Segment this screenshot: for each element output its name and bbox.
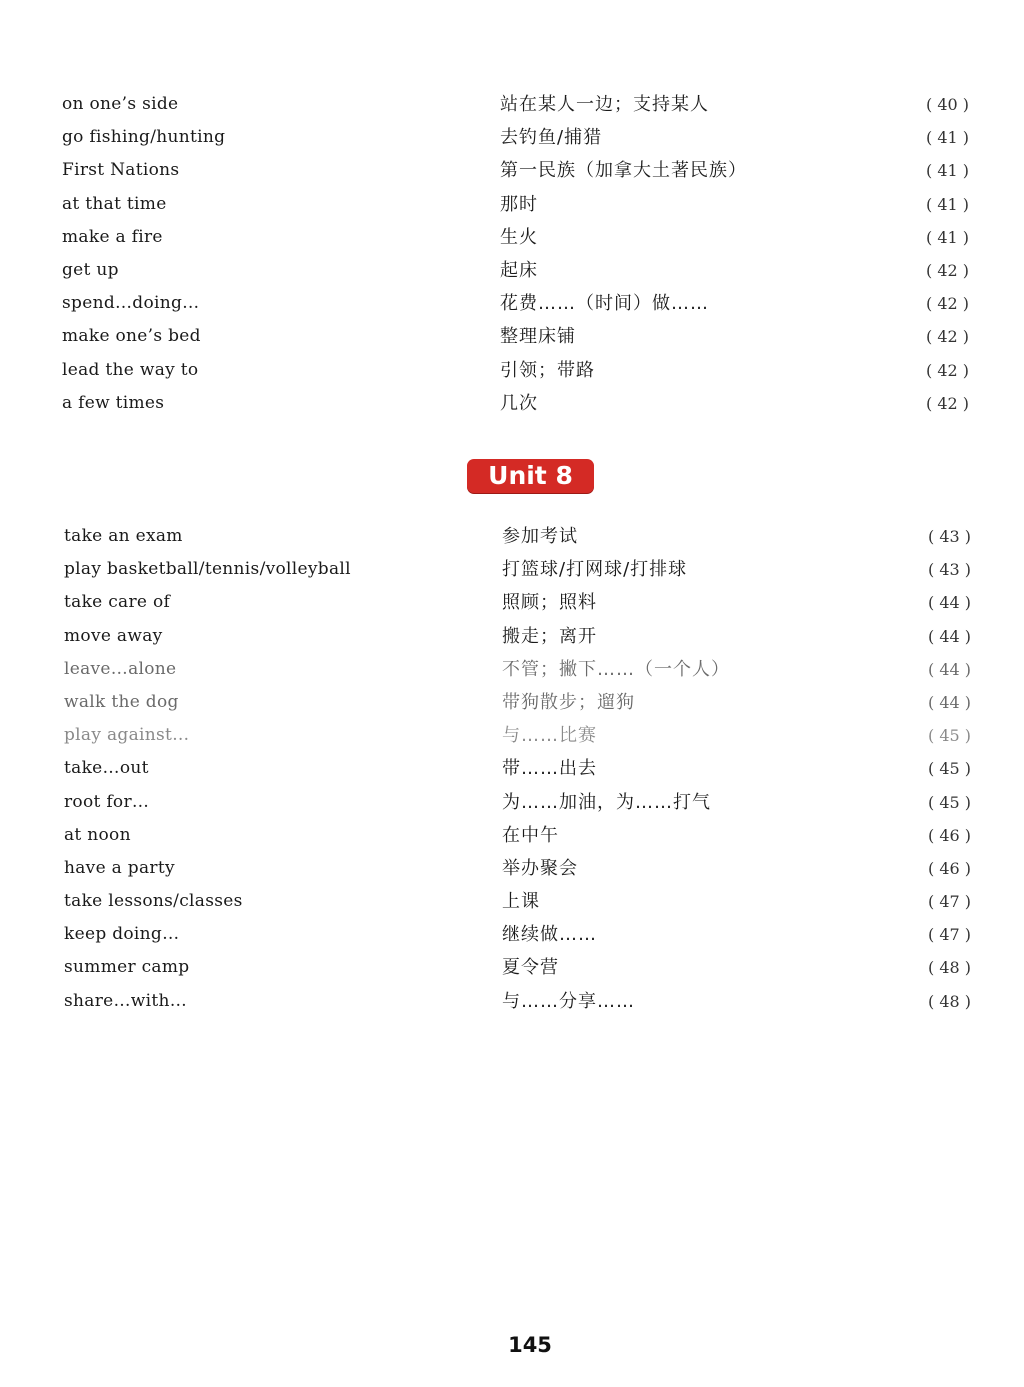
vocab-entry bbox=[2, 653, 1024, 686]
vocab-page-ref: ( 43 ) bbox=[928, 520, 971, 553]
vocab-chinese: 几次 bbox=[500, 392, 538, 414]
vocab-chinese: 去钓鱼/捕猎 bbox=[500, 127, 603, 149]
vocab-chinese: 搬走；离开 bbox=[502, 625, 597, 647]
vocab-entry bbox=[2, 553, 1024, 586]
vocab-page-ref: ( 44 ) bbox=[928, 586, 971, 619]
vocab-chinese: 不管；撇下……（一个人） bbox=[502, 658, 730, 680]
vocab-page-ref: ( 42 ) bbox=[926, 387, 969, 420]
vocab-chinese: 上课 bbox=[502, 891, 540, 913]
vocab-english: at noon bbox=[64, 824, 131, 845]
vocab-english: go fishing/hunting bbox=[62, 127, 226, 148]
vocab-page-ref: ( 41 ) bbox=[926, 121, 969, 154]
vocab-english: root for… bbox=[64, 791, 150, 812]
vocab-entry bbox=[0, 320, 1024, 353]
vocab-entry bbox=[0, 287, 1024, 320]
vocab-entry bbox=[2, 586, 1024, 619]
vocab-english: leave…alone bbox=[64, 658, 177, 679]
vocab-english: make a fire bbox=[62, 226, 163, 247]
unit-heading-badge: Unit 8 bbox=[467, 459, 594, 493]
vocab-page-ref: ( 47 ) bbox=[928, 918, 971, 951]
vocab-chinese: 照顾；照料 bbox=[502, 592, 597, 614]
vocab-english: move away bbox=[64, 625, 163, 646]
vocab-english: keep doing… bbox=[64, 924, 180, 945]
vocab-english: at that time bbox=[62, 193, 167, 214]
vocab-chinese: 夏令营 bbox=[502, 957, 559, 979]
vocab-entry bbox=[2, 752, 1024, 785]
vocab-chinese: 第一民族（加拿大土著民族） bbox=[500, 160, 747, 182]
vocab-page-ref: ( 48 ) bbox=[928, 951, 971, 984]
vocab-chinese: 与……分享…… bbox=[502, 990, 635, 1012]
vocab-chinese: 花费……（时间）做…… bbox=[500, 293, 709, 315]
vocab-entry bbox=[2, 918, 1024, 951]
vocab-english: on one’s side bbox=[62, 94, 179, 114]
vocabulary-list-top bbox=[0, 88, 1024, 420]
vocab-chinese: 继续做…… bbox=[502, 924, 597, 946]
vocab-chinese: 在中午 bbox=[502, 824, 559, 846]
vocab-page-ref: ( 41 ) bbox=[926, 188, 969, 221]
vocab-english: summer camp bbox=[64, 957, 190, 978]
vocab-chinese: 带狗散步；遛狗 bbox=[502, 691, 635, 713]
vocab-english: play against… bbox=[64, 725, 190, 746]
vocab-entry bbox=[0, 254, 1024, 287]
vocab-page-ref: ( 45 ) bbox=[928, 719, 971, 752]
vocab-chinese: 站在某人一边；支持某人 bbox=[500, 94, 709, 115]
vocab-chinese: 生火 bbox=[500, 226, 538, 248]
vocab-entry bbox=[0, 154, 1024, 187]
vocab-entry bbox=[2, 719, 1024, 752]
vocab-english: a few times bbox=[62, 392, 165, 413]
vocab-chinese: 为……加油，为……打气 bbox=[502, 791, 711, 813]
vocab-english: get up bbox=[62, 259, 119, 280]
vocab-english: make one’s bed bbox=[62, 326, 201, 347]
vocab-page-ref: ( 40 ) bbox=[926, 88, 969, 121]
vocab-entry bbox=[2, 852, 1024, 885]
vocab-chinese: 起床 bbox=[500, 259, 538, 281]
vocab-page-ref: ( 41 ) bbox=[926, 221, 969, 254]
vocab-page-ref: ( 42 ) bbox=[926, 254, 969, 287]
vocab-chinese: 带……出去 bbox=[502, 758, 597, 780]
vocab-english: have a party bbox=[64, 857, 175, 878]
vocab-page-ref: ( 48 ) bbox=[928, 985, 971, 1018]
vocab-page-ref: ( 44 ) bbox=[928, 686, 971, 719]
vocab-chinese: 与……比赛 bbox=[502, 725, 597, 747]
vocab-entry bbox=[2, 951, 1024, 984]
vocab-english: take lessons/classes bbox=[64, 891, 243, 912]
vocab-chinese: 参加考试 bbox=[502, 526, 578, 547]
vocab-entry bbox=[0, 354, 1024, 387]
vocab-chinese: 那时 bbox=[500, 193, 538, 215]
vocab-entry bbox=[0, 221, 1024, 254]
vocab-entry bbox=[0, 387, 1024, 420]
vocab-page-ref: ( 42 ) bbox=[926, 287, 969, 320]
vocab-chinese: 打篮球/打网球/打排球 bbox=[502, 559, 688, 581]
vocab-page-ref: ( 43 ) bbox=[928, 553, 971, 586]
vocab-page-ref: ( 46 ) bbox=[928, 852, 971, 885]
vocab-entry bbox=[0, 88, 1024, 121]
vocab-entry bbox=[2, 786, 1024, 819]
vocab-english: walk the dog bbox=[64, 691, 179, 712]
vocab-page-ref: ( 47 ) bbox=[928, 885, 971, 918]
vocab-english: First Nations bbox=[62, 160, 180, 181]
vocab-entry bbox=[2, 985, 1024, 1018]
vocab-entry bbox=[0, 121, 1024, 154]
vocab-english: lead the way to bbox=[62, 359, 199, 380]
vocab-entry bbox=[2, 885, 1024, 918]
vocab-entry bbox=[2, 686, 1024, 719]
page-number: 145 bbox=[508, 1333, 552, 1357]
vocabulary-list-unit8 bbox=[2, 520, 1024, 1018]
vocab-page-ref: ( 46 ) bbox=[928, 819, 971, 852]
vocab-entry bbox=[2, 620, 1024, 653]
vocab-english: share…with… bbox=[64, 990, 188, 1011]
vocab-chinese: 引领；带路 bbox=[500, 359, 595, 381]
vocab-entry bbox=[0, 188, 1024, 221]
vocab-chinese: 整理床铺 bbox=[500, 326, 576, 348]
vocab-entry bbox=[2, 819, 1024, 852]
vocab-english: spend…doing… bbox=[62, 293, 200, 314]
vocab-english: take care of bbox=[64, 592, 171, 613]
vocab-english: play basketball/tennis/volleyball bbox=[64, 559, 351, 580]
vocab-english: take…out bbox=[64, 758, 149, 779]
vocab-page-ref: ( 42 ) bbox=[926, 320, 969, 353]
vocab-page-ref: ( 42 ) bbox=[926, 354, 969, 387]
vocab-page-ref: ( 45 ) bbox=[928, 786, 971, 819]
vocab-page-ref: ( 45 ) bbox=[928, 752, 971, 785]
vocab-chinese: 举办聚会 bbox=[502, 857, 578, 879]
vocab-page-ref: ( 41 ) bbox=[926, 154, 969, 187]
vocab-page-ref: ( 44 ) bbox=[928, 653, 971, 686]
vocab-english: take an exam bbox=[64, 526, 183, 546]
vocab-entry bbox=[2, 520, 1024, 553]
vocab-page-ref: ( 44 ) bbox=[928, 620, 971, 653]
